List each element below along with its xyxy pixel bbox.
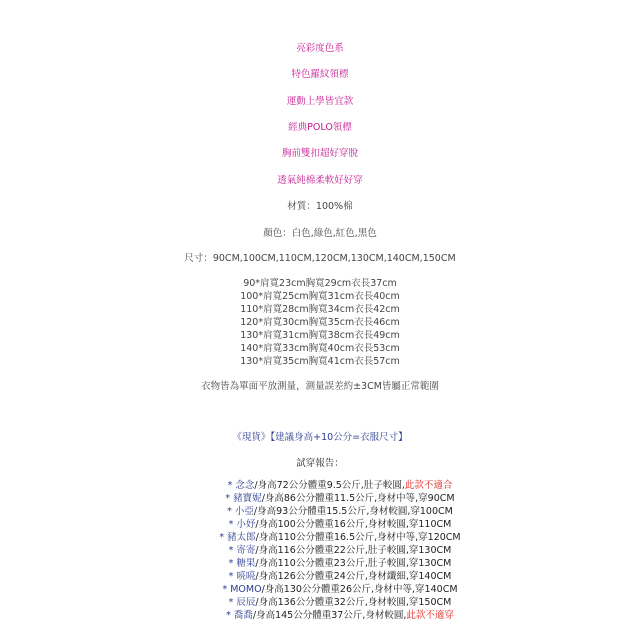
report-body: /身高86公分體重11.5公斤,身材中等,穿90CM	[261, 493, 455, 504]
report-tail: 此款不適穿	[406, 610, 454, 621]
report-body: /身高116公分體重22公斤,肚子較圓,穿130CM	[255, 545, 452, 556]
measurement-note: 衣物皆為單面平放測量，測量誤差約±3CM皆屬正常範圍	[201, 381, 439, 392]
feature-line: 透氣純棉柔軟好好穿	[277, 175, 363, 186]
measurement-row: 130*肩寬31cm胸寬38cm衣長49cm	[240, 330, 400, 341]
report-row	[210, 571, 470, 583]
report-row	[210, 506, 470, 518]
report-name: * 豬寶妮	[225, 493, 262, 504]
report-name: * 喬喬	[226, 610, 253, 621]
report-row	[210, 610, 470, 622]
report-name: * 寄寄	[228, 545, 256, 556]
report-name: * 小亞	[227, 506, 254, 517]
report-body: /身高72公分體重9.5公斤,肚子較圓,	[254, 480, 405, 491]
feature-line: 胸前雙扣超好穿脫	[281, 148, 358, 159]
report-body: /身高136公分體重32公斤,身材較圓,穿150CM	[255, 597, 452, 608]
report-body: /身高110公分體重23公斤,肚子較圓,穿130CM	[255, 558, 452, 569]
stock-advice: 《現貨》【建議身高+10公分=衣服尺寸】	[232, 432, 408, 443]
measurement-row: 120*肩寬30cm胸寬35cm衣長46cm	[240, 317, 400, 328]
measurement-row: 110*肩寬28cm胸寬34cm衣長42cm	[240, 304, 400, 315]
report-name: * 小妤	[228, 519, 256, 530]
report-row	[210, 584, 470, 596]
report-row	[210, 532, 470, 544]
report-name: * 辰辰	[228, 597, 256, 608]
report-row	[210, 519, 470, 531]
report-name: * MOMO	[222, 584, 262, 595]
colors-text: 顏色：白色,綠色,紅色,黑色	[263, 228, 377, 239]
report-body: /身高145公分體重37公斤,身材較圓,	[252, 610, 407, 621]
feature-line: 亮彩度色系	[296, 43, 344, 54]
feature-line: 運動上學皆宜款	[286, 96, 354, 107]
report-body: /身高100公分體重16公斤,身材較圓,穿110CM	[255, 519, 452, 530]
report-body: /身高130公分體重26公斤,身材中等,穿140CM	[261, 584, 458, 595]
report-row	[210, 493, 470, 505]
measurement-row: 100*肩寬25cm胸寬31cm衣長40cm	[240, 291, 400, 302]
feature-line: 特色羅紋領標	[291, 69, 349, 80]
report-name: * 念念	[227, 480, 255, 491]
report-row	[210, 558, 470, 570]
report-row	[210, 480, 470, 492]
report-name: * 糖果	[228, 558, 256, 569]
report-title: 試穿報告：	[296, 458, 344, 469]
measurement-row: 140*肩寬33cm胸寬40cm衣長53cm	[240, 343, 400, 354]
report-body: /身高110公分體重16.5公斤,身材中等,穿120CM	[255, 532, 461, 543]
report-row	[210, 545, 470, 557]
report-body: /身高126公分體重24公斤,身材纖細,穿140CM	[255, 571, 452, 582]
measurement-row: 90*肩寬23cm胸寬29cm衣長37cm	[243, 278, 397, 289]
sizes-text: 尺寸：90CM,100CM,110CM,120CM,130CM,140CM,150CM	[184, 253, 456, 264]
report-body: /身高93公分體重15.5公斤,身材較圓,穿100CM	[253, 506, 453, 517]
material-text: 材質：100%棉	[287, 201, 353, 212]
feature-line: 經典POLO領標	[288, 122, 352, 133]
report-row	[210, 597, 470, 609]
report-name: * 豬太郎	[219, 532, 256, 543]
measurement-row: 130*肩寬35cm胸寬41cm衣長57cm	[240, 356, 400, 367]
report-name: * 喨喨	[228, 571, 256, 582]
report-tail: 此款不適合	[404, 480, 453, 491]
